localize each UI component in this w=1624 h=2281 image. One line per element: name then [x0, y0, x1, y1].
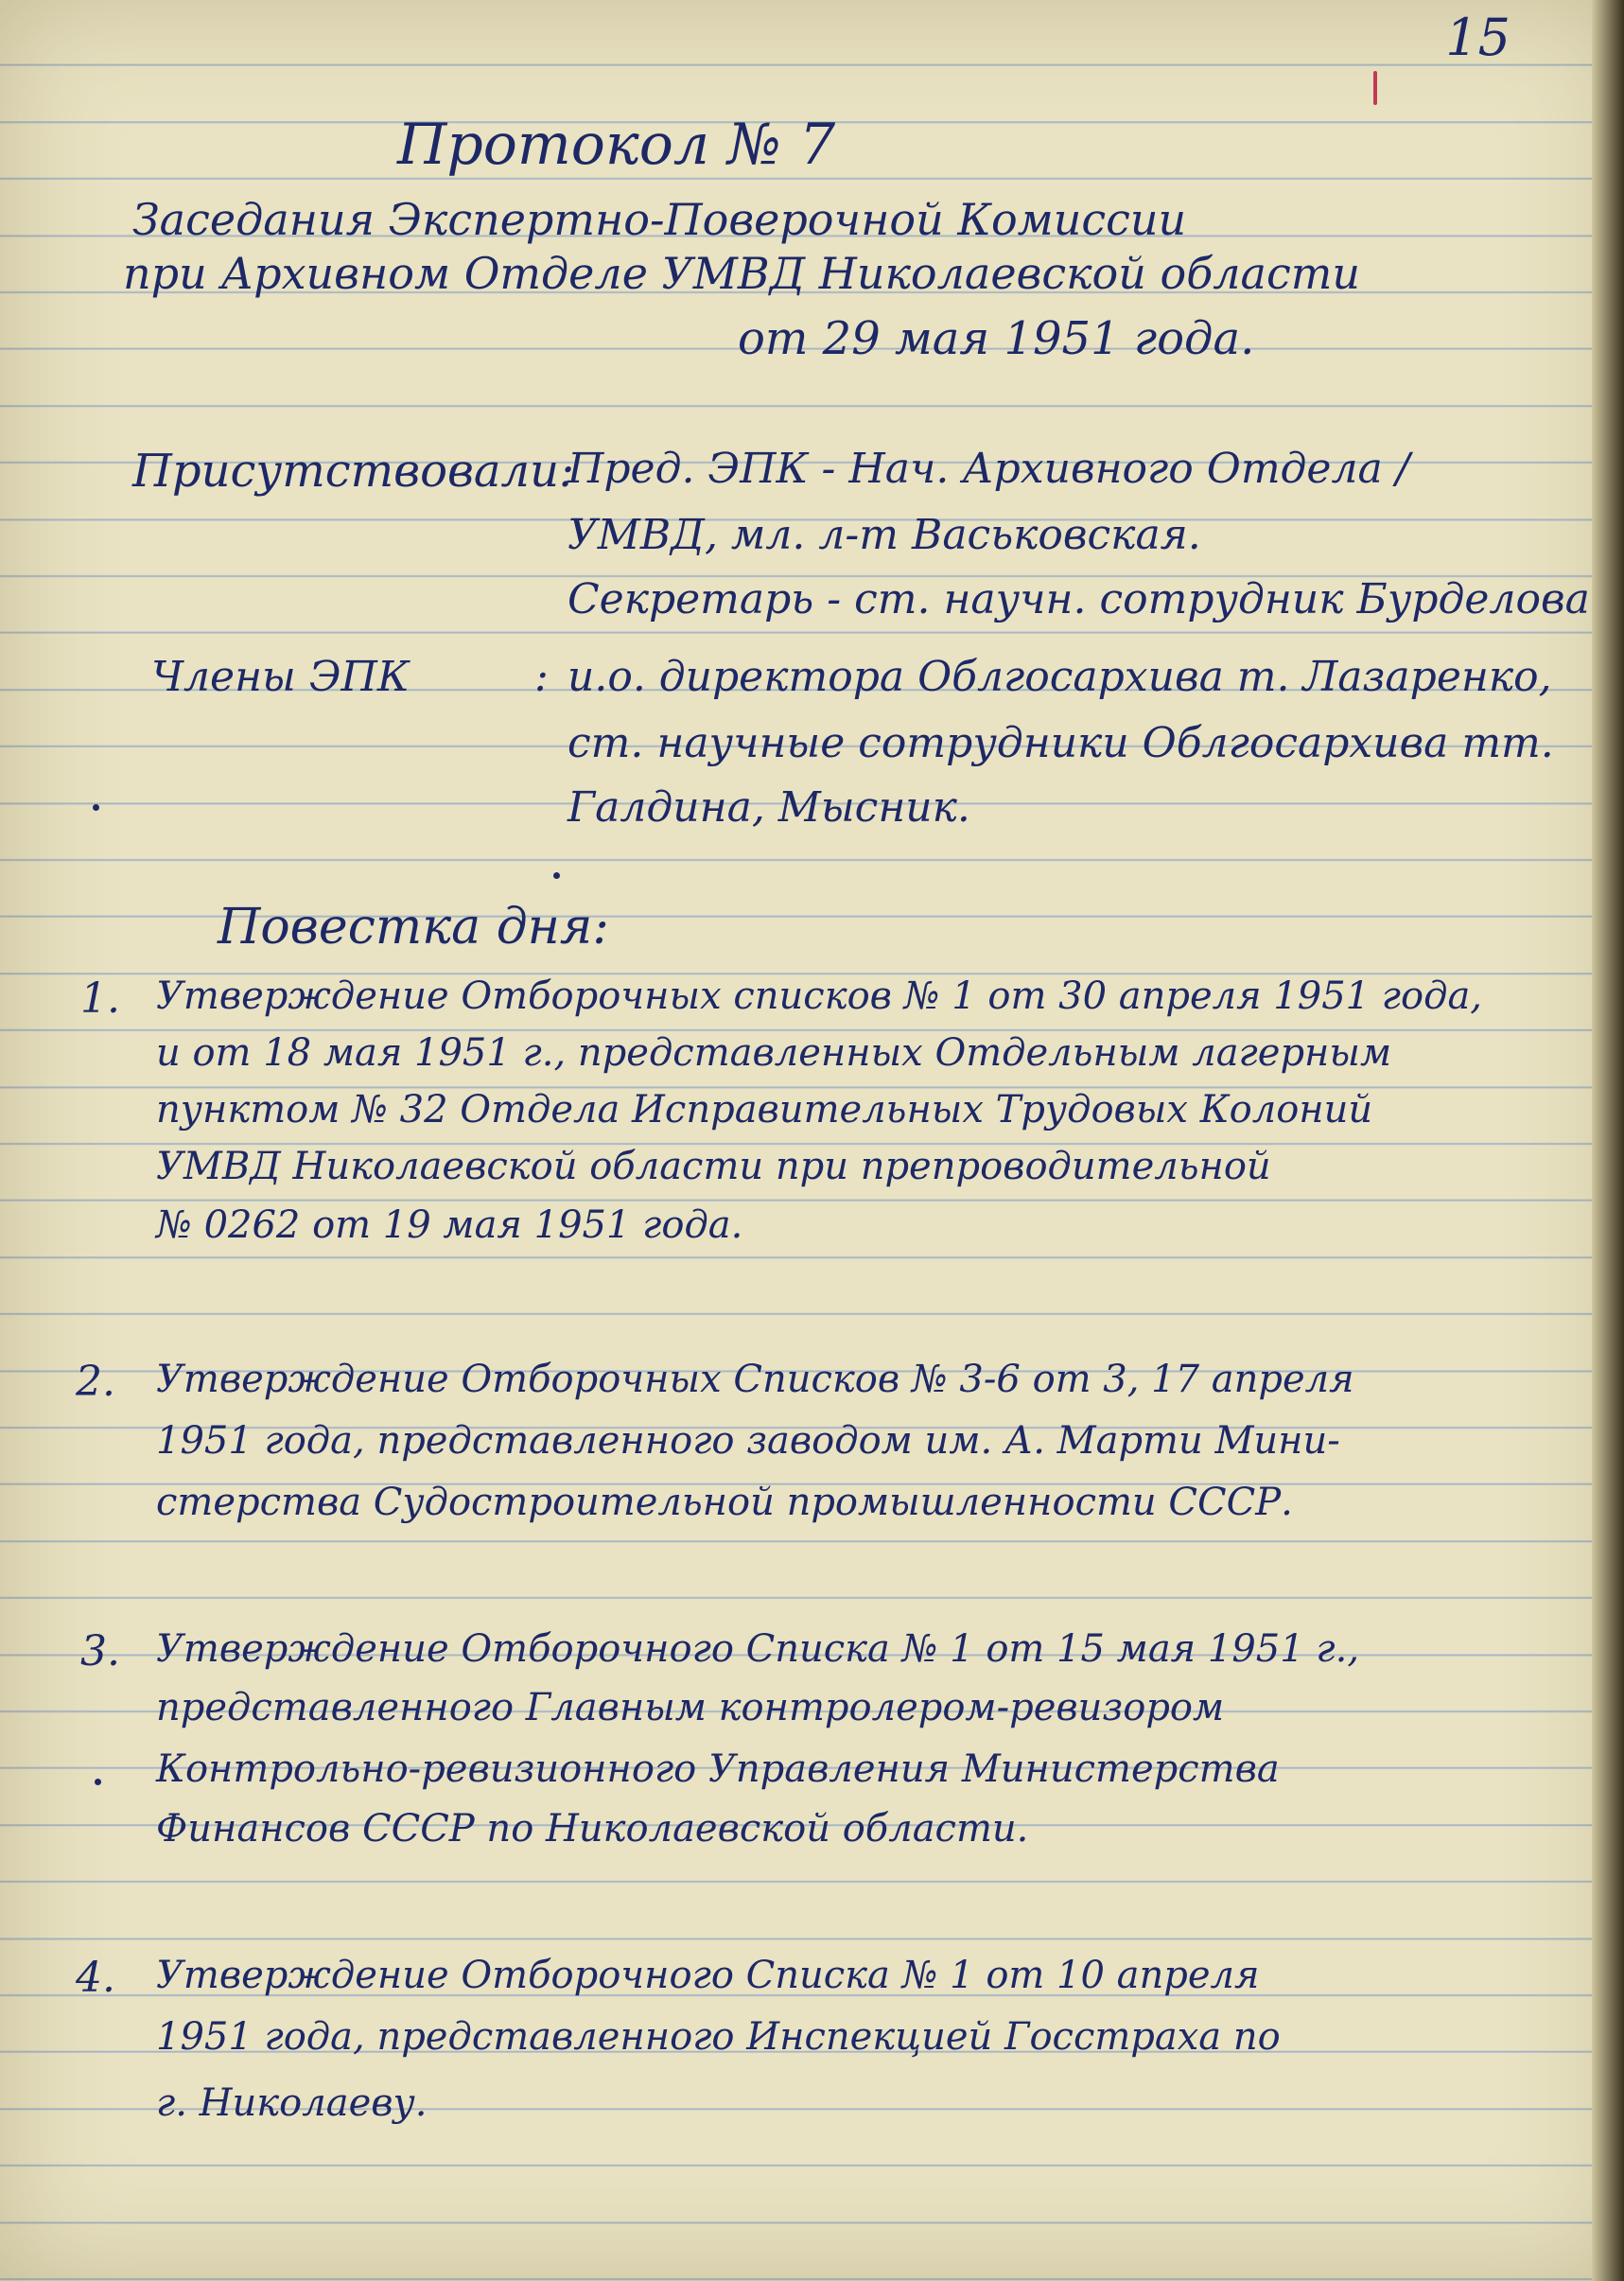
agenda-item-line: Утверждение Отборочных Списков № 3-6 от 3, 17 апреля [156, 1358, 1354, 1401]
present-line: УМВД, мл. л-т Васьковская. [568, 511, 1201, 559]
protocol-title: Протокол № 7 [397, 112, 836, 178]
agenda-item-line: УМВД Николаевской области при препроводительной [156, 1145, 1271, 1188]
agenda-item-line: пунктом № 32 Отдела Исправительных Трудовых Колоний [156, 1088, 1373, 1132]
page-number: 15 [1445, 8, 1510, 67]
agenda-item-line: представленного Главным контролером-ревизором [156, 1686, 1225, 1729]
ink-dot [95, 1779, 101, 1785]
members-line: и.о. директора Облгосархива т. Лазаренко, [568, 653, 1552, 701]
agenda-item-line: и от 18 мая 1951 г., представленных Отдельным лагерным [156, 1031, 1392, 1075]
agenda-item-line: № 0262 от 19 мая 1951 года. [156, 1203, 743, 1247]
members-separator: : [534, 653, 549, 701]
agenda-item-line: Финансов СССР по Николаевской области. [156, 1807, 1029, 1851]
protocol-subtitle-line2: при Архивном Отделе УМВД Николаевской области [123, 248, 1360, 299]
protocol-subtitle-line1: Заседания Экспертно-Поверочной Комиссии [132, 194, 1187, 245]
members-line: Галдина, Мысник. [568, 783, 970, 832]
agenda-item-line: 1951 года, представленного Инспекцией Госстраха по [156, 2015, 1281, 2059]
protocol-date: от 29 мая 1951 года. [738, 312, 1255, 365]
agenda-item-line: стерства Судостроительной промышленности СССР. [156, 1481, 1293, 1524]
present-line: Пред. ЭПК - Нач. Архивного Отдела / [568, 445, 1410, 493]
agenda-item-line: Контрольно-ревизионного Управления Министерства [156, 1747, 1280, 1791]
present-label: Присутствовали: [132, 445, 575, 498]
agenda-item-number: 3. [80, 1627, 120, 1676]
agenda-item-line: Утверждение Отборочных списков № 1 от 30 апреля 1951 года, [156, 974, 1483, 1018]
members-label: Члены ЭПК [151, 653, 410, 701]
agenda-item-line: Утверждение Отборочного Списка № 1 от 10 апреля [156, 1954, 1260, 1997]
present-line: Секретарь - ст. научн. сотрудник Бурделова [568, 575, 1590, 623]
page-binding-edge [1592, 0, 1624, 2281]
agenda-title: Повестка дня: [218, 899, 609, 956]
agenda-item-line: Утверждение Отборочного Списка № 1 от 15 мая 1951 г., [156, 1627, 1360, 1671]
members-line: ст. научные сотрудники Облгосархива тт. [568, 719, 1554, 767]
ink-dot [93, 804, 99, 811]
agenda-item-line: г. Николаеву. [156, 2081, 428, 2125]
agenda-item-number: 4. [76, 1954, 115, 2002]
agenda-item-number: 1. [80, 974, 120, 1023]
red-ink-mark [1373, 71, 1377, 105]
agenda-item-number: 2. [76, 1358, 115, 1406]
ink-dot [553, 872, 560, 879]
agenda-item-line: 1951 года, представленного заводом им. А. Марти Мини- [156, 1419, 1340, 1463]
